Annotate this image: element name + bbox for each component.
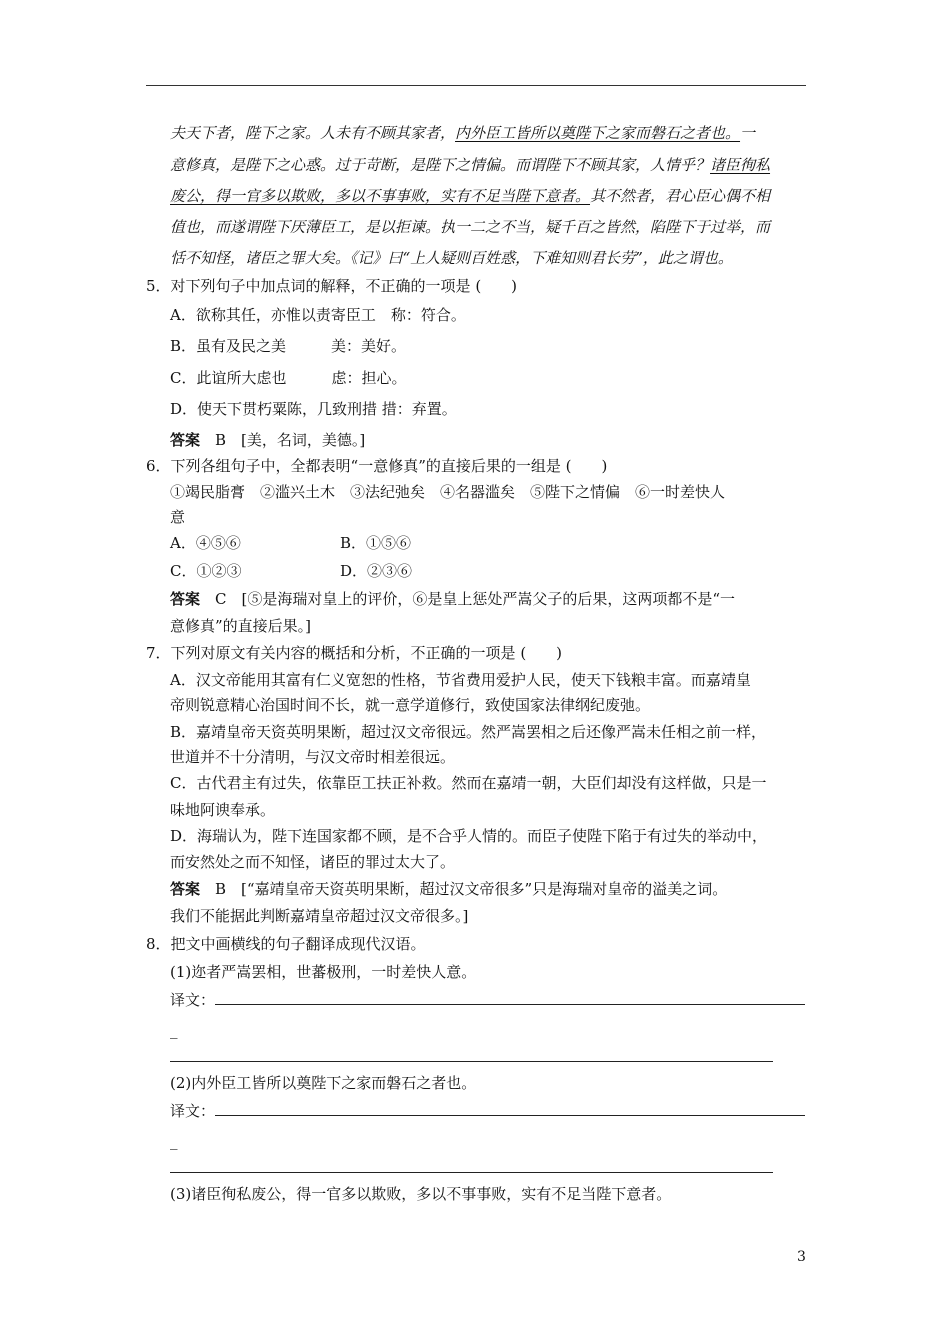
translation-label: 译文： [170, 991, 216, 1009]
q5-answer: 答案 B [美，名词，美德。] [170, 431, 366, 449]
passage-line-3: 废公，得一官多以欺败，多以不事事败，实有不足当陛下意者。其不然者，君心臣心偶不相 [170, 187, 771, 205]
q7-answer-cont: 我们不能据此判断嘉靖皇帝超过汉文帝很多。] [170, 907, 469, 925]
q8-translation-2 [170, 1101, 805, 1121]
passage-line-1: 夫天下者，陛下之家。人未有不顾其家者，内外臣工皆所以奠陛下之家而磐石之者也。一 [170, 124, 756, 142]
q6-option-d: D．②③⑥ [340, 562, 413, 580]
q7-option-b: B．嘉靖皇帝天资英明果断，超过汉文帝很远。然严嵩罢相之后还像严嵩未任相之前一样， [170, 723, 767, 741]
q7-option-b-cont: 世道并不十分清明，与汉文帝时相差很远。 [170, 748, 456, 766]
q8-sentence-1: (1)迩者严嵩罢相，世蕃极刑，一时差快人意。 [170, 963, 477, 981]
q7-answer: 答案 B [“嘉靖皇帝天资英明果断，超过汉文帝很多”只是海瑞对皇帝的溢美之词。 [170, 880, 728, 898]
page-number: 3 [797, 1249, 806, 1265]
q8-translation-1 [170, 990, 805, 1010]
blank-dash: _ [170, 1132, 178, 1150]
translation-blank-2[interactable] [215, 1101, 805, 1116]
q6-answer-cont: 意修真”的直接后果。] [170, 617, 312, 635]
q5-option-c: C．此谊所大虑也 虑：担心。 [170, 369, 407, 387]
q7-option-a: A．汉文帝能用其富有仁义宽恕的性格，节省费用爱护人民，使天下钱粮丰富。而嘉靖皇 [170, 671, 751, 689]
q6-stem: 6．下列各组句子中，全都表明“一意修真”的直接后果的一组是 ( ) [146, 457, 608, 475]
blank-dash: _ [170, 1021, 178, 1039]
answer-label: 答案 [170, 590, 201, 608]
translation-blank-2-cont[interactable] [170, 1172, 773, 1173]
q8-stem: 8．把文中画横线的句子翻译成现代汉语。 [146, 935, 426, 953]
header-rule [146, 85, 806, 86]
q5-option-a: A．欲称其任，亦惟以责寄臣工 称：符合。 [170, 306, 466, 324]
q7-option-c: C．古代君主有过失，依靠臣工扶正补救。然而在嘉靖一朝，大臣们却没有这样做，只是一 [170, 774, 767, 792]
translation-label: 译文： [170, 1102, 216, 1120]
q6-items: ①竭民脂膏 ②滥兴土木 ③法纪弛矣 ④名器滥矣 ⑤陛下之情偏 ⑥一时差快人 [170, 483, 726, 501]
q7-option-d-cont: 而安然处之而不知怪，诸臣的罪过太大了。 [170, 853, 456, 871]
q6-items-cont: 意 [170, 508, 186, 526]
q5-option-b: B．虽有及民之美 美：美好。 [170, 337, 407, 355]
passage-line-5: 恬不知怪，诸臣之罪大矣。《记》曰“上人疑则百姓惑，下难知则君长劳”，此之谓也。 [170, 249, 733, 267]
passage-line-4: 值也，而遂谓陛下厌薄臣工，是以拒谏。执一二之不当，疑千百之皆然，陷陛下于过举，而 [170, 218, 771, 236]
answer-label: 答案 [170, 880, 201, 898]
q8-sentence-2: (2)内外臣工皆所以奠陛下之家而磐石之者也。 [170, 1074, 477, 1092]
answer-label: 答案 [170, 431, 201, 449]
underlined-sentence-3-end: 废公，得一官多以欺败，多以不事事败，实有不足当陛下意者。 [170, 187, 591, 205]
translation-blank-1-cont[interactable] [170, 1061, 773, 1062]
q7-option-d: D．海瑞认为，陛下连国家都不顾，是不合乎人情的。而臣子使陛下陷于有过失的举动中， [170, 827, 768, 845]
q8-sentence-3: (3)诸臣徇私废公，得一官多以欺败，多以不事事败，实有不足当陛下意者。 [170, 1185, 672, 1203]
q6-option-a: A．④⑤⑥ [170, 534, 241, 552]
q7-option-c-cont: 味地阿谀奉承。 [170, 801, 276, 819]
q5-option-d: D．使天下贯朽粟陈，几致刑措 措：弃置。 [170, 400, 457, 418]
translation-blank-1[interactable] [215, 990, 805, 1005]
underlined-sentence-3-start: 诸臣徇私 [710, 156, 771, 174]
q7-option-a-cont: 帝则锐意精心治国时间不长，就一意学道修行，致使国家法律纲纪废弛。 [170, 696, 651, 714]
q6-option-b: B．①⑤⑥ [340, 534, 412, 552]
passage-line-2: 意修真，是陛下之心惑。过于苛断，是陛下之情偏。而谓陛下不顾其家，人情乎？诸臣徇私 [170, 156, 771, 174]
q5-stem: 5．对下列句子中加点词的解释，不正确的一项是 ( ) [146, 277, 518, 295]
q6-option-c: C．①②③ [170, 562, 242, 580]
q6-answer: 答案 C [⑤是海瑞对皇上的评价，⑥是皇上惩处严嵩父子的后果，这两项都不是“一 [170, 590, 736, 608]
q7-stem: 7．下列对原文有关内容的概括和分析，不正确的一项是 ( ) [146, 644, 563, 662]
underlined-sentence-2: 内外臣工皆所以奠陛下之家而磐石之者也。 [455, 124, 741, 142]
